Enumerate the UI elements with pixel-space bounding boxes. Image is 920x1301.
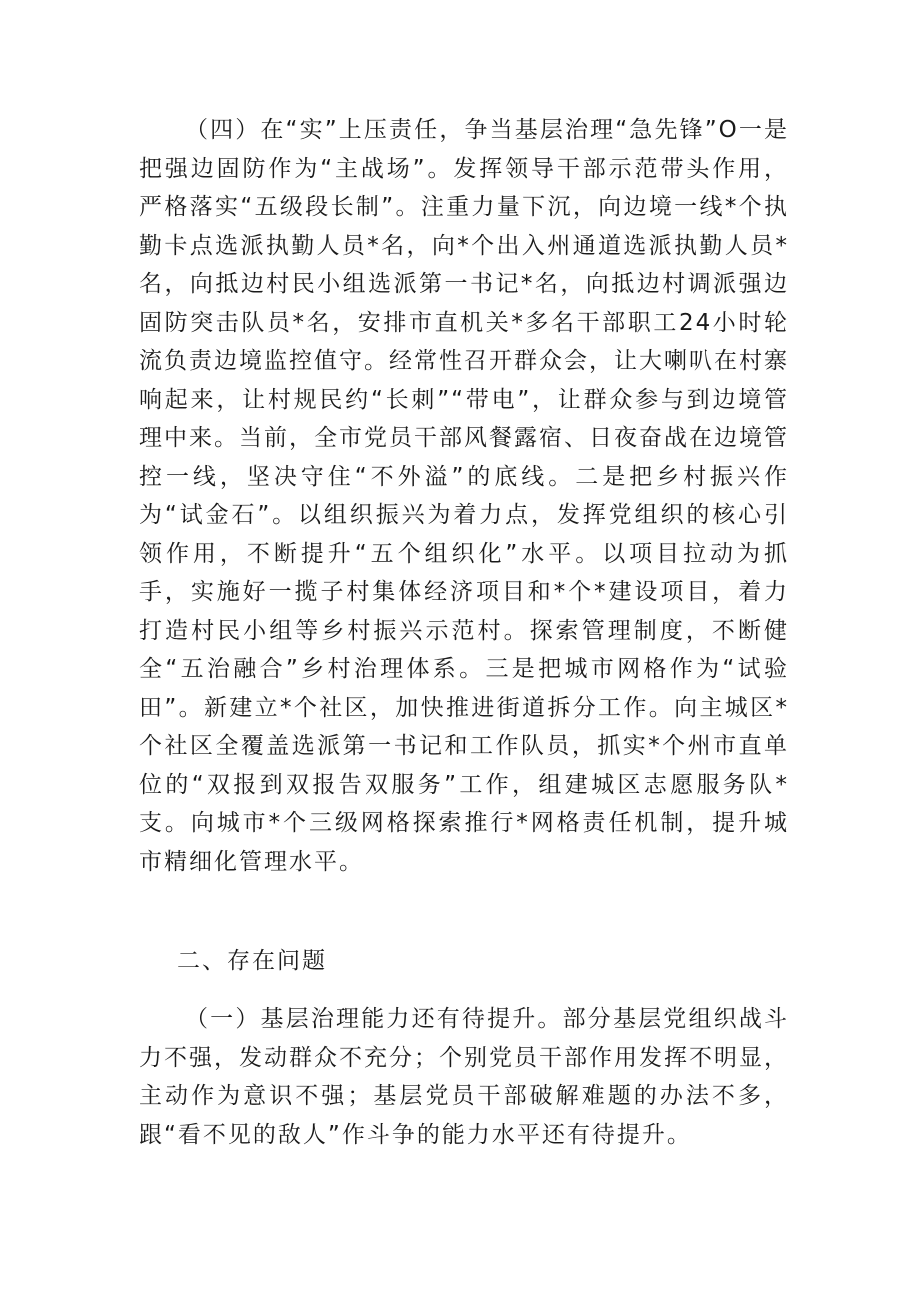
body-paragraph-problem-one: （一）基层治理能力还有待提升。部分基层党组织战斗力不强，发动群众不充分；个别党员干部作用发挥不明显，主动作为意识不强；基层党员干部破解难题的办法不多，跟“看不见的敌人”作斗争的能力水平还有待提升。	[139, 1006, 789, 1148]
section-heading-existing-problems: 二、存在问题	[177, 948, 327, 974]
body-paragraph-governance-measures: （四）在“实”上压责任，争当基层治理“急先锋”O一是把强边固防作为“主战场”。发挥领导干部示范带头作用，严格落实“五级段长制”。注重力量下沉，向边境一线*个执勤卡点选派执勤人员*名，向*个出入州通道选派执勤人员*名，向抵边村民小组选派第一书记*名，向抵边村调派强边固防突击队员*名，安排市直机关*多名干部职工24小时轮流负责边境监控值守。经常性召开群众会，让大喇叭在村寨响起来，让村规民约“长刺”“带电”，让群众参与到边境管理中来。当前，全市党员干部风餐露宿、日夜奋战在边境管控一线，坚决守住“不外溢”的底线。二是把乡村振兴作为“试金石”。以组织振兴为着力点，发挥党组织的核心引领作用，不断提升“五个组织化”水平。以项目拉动为抓手，实施好一揽子村集体经济项目和*个*建设项目，着力打造村民小组等乡村振兴示范村。探索管理制度，不断健全“五治融合”乡村治理体系。三是把城市网格作为“试验田”。新建立*个社区，加快推进街道拆分工作。向主城区*个社区全覆盖选派第一书记和工作队员，抓实*个州市直单位的“双报到双报告双服务”工作，组建城区志愿服务队*支。向城市*个三级网格探索推行*网格责任机制，提升城市精细化管理水平。	[139, 117, 789, 875]
